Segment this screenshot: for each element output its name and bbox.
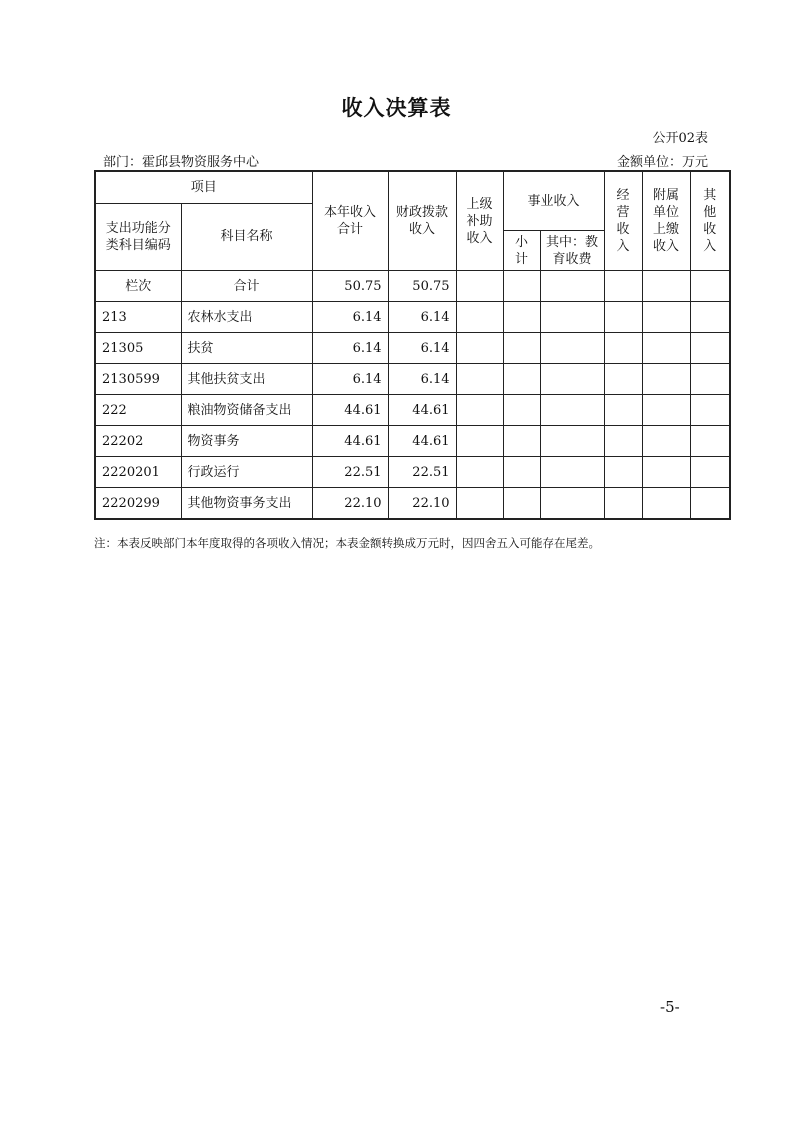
- row-total: 6.14: [312, 333, 388, 364]
- table-row: [95, 364, 730, 395]
- summary-fiscal: 50.75: [388, 271, 456, 302]
- row-code: 2220299: [95, 488, 181, 520]
- row-name: 扶贫: [181, 333, 312, 364]
- footnote: 注：本表反映部门本年度取得的各项收入情况；本表金额转换成万元时，因四舍五入可能存在尾差。: [94, 536, 600, 550]
- row-code: 2220201: [95, 457, 181, 488]
- income-table: [94, 170, 731, 520]
- row-name: 其他物资事务支出: [181, 488, 312, 520]
- row-fiscal: 6.14: [388, 333, 456, 364]
- header-affiliated: 附属单位上缴收入: [642, 171, 690, 271]
- header-func-code: 支出功能分类科目编码: [95, 203, 181, 271]
- row-code: 21305: [95, 333, 181, 364]
- row-total: 6.14: [312, 364, 388, 395]
- row-total: 44.61: [312, 426, 388, 457]
- table-row: [95, 426, 730, 457]
- table-row: [95, 395, 730, 426]
- amount-unit-label: 金额单位：万元: [616, 155, 708, 170]
- summary-row: [95, 271, 730, 302]
- summary-total: 50.75: [312, 271, 388, 302]
- header-superior: 上级补助收入: [456, 171, 503, 271]
- summary-code: 栏次: [95, 271, 181, 302]
- header-business: 事业收入: [503, 171, 604, 231]
- row-fiscal: 6.14: [388, 364, 456, 395]
- row-name: 农林水支出: [181, 302, 312, 333]
- header-total: 本年收入合计: [312, 171, 388, 271]
- table-row: [95, 488, 730, 520]
- form-number: 公开02表: [652, 131, 708, 146]
- row-fiscal: 44.61: [388, 395, 456, 426]
- header-subject-name: 科目名称: [181, 203, 312, 271]
- header-other: 其他收入: [690, 171, 730, 271]
- header-project: 项目: [95, 171, 312, 203]
- summary-name: 合计: [181, 271, 312, 302]
- row-fiscal: 6.14: [388, 302, 456, 333]
- row-code: 2130599: [95, 364, 181, 395]
- row-total: 6.14: [312, 302, 388, 333]
- row-total: 22.10: [312, 488, 388, 520]
- table-row: [95, 333, 730, 364]
- page-number: -5-: [660, 998, 680, 1016]
- row-fiscal: 22.10: [388, 488, 456, 520]
- row-code: 213: [95, 302, 181, 333]
- row-name: 行政运行: [181, 457, 312, 488]
- department-label: 部门：霍邱县物资服务中心: [103, 155, 260, 170]
- row-fiscal: 22.51: [388, 457, 456, 488]
- table-row: [95, 302, 730, 333]
- table-row: [95, 457, 730, 488]
- row-total: 44.61: [312, 395, 388, 426]
- header-edu-fee: 其中：教育收费: [540, 231, 604, 271]
- row-fiscal: 44.61: [388, 426, 456, 457]
- row-code: 22202: [95, 426, 181, 457]
- row-name: 物资事务: [181, 426, 312, 457]
- header-fiscal: 财政拨款收入: [388, 171, 456, 271]
- header-operating: 经营收入: [604, 171, 642, 271]
- row-name: 粮油物资储备支出: [181, 395, 312, 426]
- page-title: 收入决算表: [341, 96, 452, 120]
- row-code: 222: [95, 395, 181, 426]
- row-name: 其他扶贫支出: [181, 364, 312, 395]
- header-subtotal: 小计: [503, 231, 540, 271]
- row-total: 22.51: [312, 457, 388, 488]
